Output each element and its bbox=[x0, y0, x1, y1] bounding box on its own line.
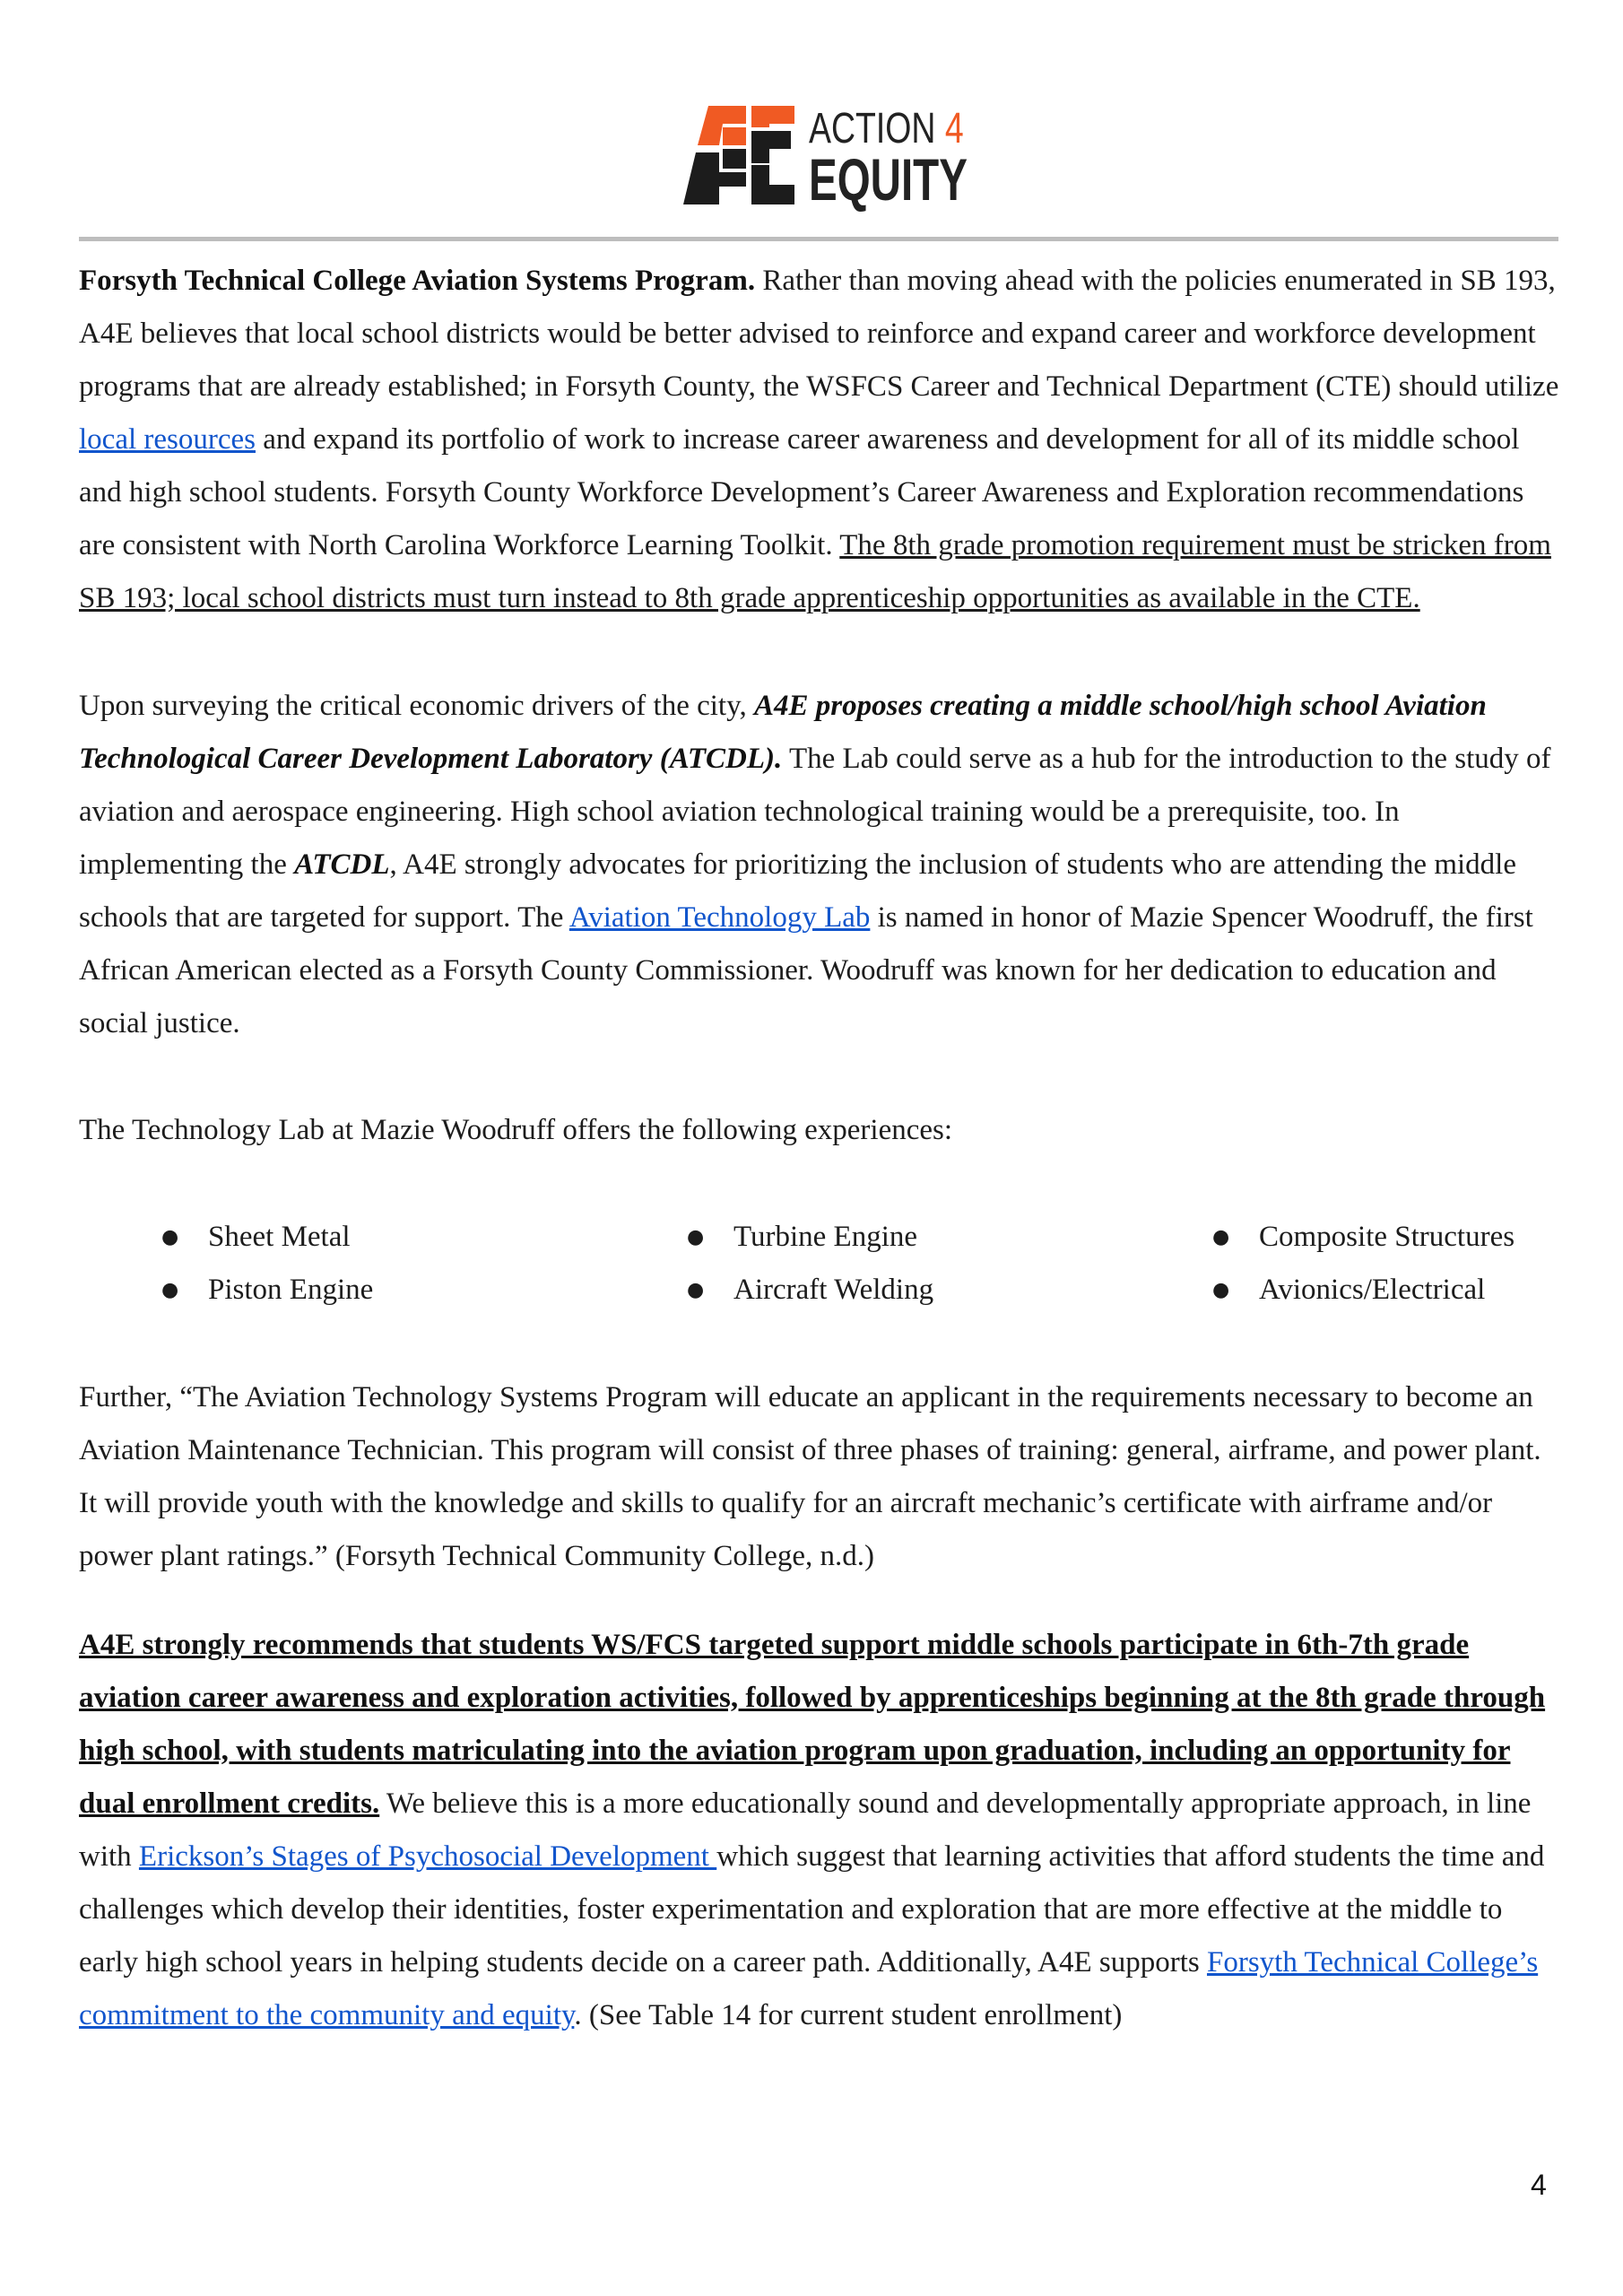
logo-line-1: ACTION 4 bbox=[809, 105, 964, 152]
paragraph-forsyth-tech: Forsyth Technical College Aviation Systems Program. Rather than moving ahead with the policies enumerated in SB 193, A4E believes that local school districts would be better advised to reinforce and expand career and workforce development programs that are already established; in Forsyth County, the WSFCS Career and Technical Department (CTE) should utilize local resources and expand its portfolio of work to increase career awareness and development for all of its middle school and high school students. Forsyth County Workforce Development’s Career Awareness and Exploration recommendations are consistent with North Carolina Workforce Learning Toolkit. The 8th grade promotion requirement must be stricken from SB 193; local school districts must turn instead to 8th grade apprenticeship opportunities as available in the CTE. bbox=[79, 265, 1559, 614]
paragraph-recommendation: A4E strongly recommends that students WS/FCS targeted support middle schools participate in 6th-7th grade aviation career awareness and exploration activities, followed by apprenticeships beginning at the 8th grade through high school, with students matriculating into the aviation program upon graduation, including an opportunity for dual enrollment credits. We believe this is a more educationally sound and developmentally appropriate approach, in line with Erickson’s Stages of Psychosocial Development which suggest that learning activities that afford students the time and challenges which develop their identities, foster experimentation and exploration that are more effective at the middle to early high school years in helping students decide on a career path. Additionally, A4E supports Forsyth Technical College’s commitment to the community and equity. (See Table 14 for current student enrollment) bbox=[79, 1629, 1546, 2031]
header-divider bbox=[79, 237, 1558, 241]
erickson-stages-link[interactable]: Erickson’s Stages of Psychosocial Development bbox=[138, 1840, 717, 1873]
forsyth-tech-commitment-link[interactable]: Forsyth Technical College’s commitment to the community and equity bbox=[79, 1946, 1539, 2031]
aviation-technology-lab-link[interactable]: Aviation Technology Lab bbox=[568, 901, 871, 934]
atcdl-proposal: A4E proposes creating a middle school/high school Aviation Technological Career Development Laboratory (ATCDL). bbox=[79, 690, 1487, 775]
paragraph-experiences-intro: The Technology Lab at Mazie Woodruff offers the following experiences: bbox=[79, 1114, 953, 1146]
paragraph-atcdl: Upon surveying the critical economic drivers of the city, A4E proposes creating a middle school/high school Aviation Technological Career Development Laboratory (ATCDL). The Lab could serve as a hub for the introduction to the study of aviation and aerospace engineering. High school aviation technological training would be a prerequisite, too. In implementing the ATCDL, A4E strongly advocates for prioritizing the inclusion of students who are attending the middle schools that are targeted for support. The Aviation Technology Lab is named in honor of Mazie Spencer Woodruff, the first African American elected as a Forsyth County Commissioner. Woodruff was known for her dedication to education and social justice. bbox=[79, 690, 1551, 1039]
experiences-list bbox=[161, 1211, 1560, 1317]
list-item: ● Sheet Metal bbox=[161, 1211, 687, 1264]
document-body bbox=[79, 255, 1560, 2042]
action-4-equity-logo bbox=[683, 105, 968, 213]
bold-recommendation: A4E strongly recommends that students WS/FCS targeted support middle schools participate in 6th-7th grade aviation career awareness and exploration activities, followed by apprenticeships beginning at the 8th grade through high school, with students matriculating into the aviation program upon graduation, including an opportunity for dual enrollment credits. bbox=[79, 1629, 1546, 1820]
local-resources-link[interactable]: local resources bbox=[79, 423, 256, 456]
list-item: ● Composite Structures bbox=[1212, 1211, 1623, 1264]
paragraph-quote: Further, “The Aviation Technology Systems Program will educate an applicant in the requirements necessary to become an Aviation Maintenance Technician. This program will consist of three phases of training: general, airframe, and power plant. It will provide youth with the knowledge and skills to qualify for an aircraft mechanic’s certificate with airframe and/or power plant ratings.” (Forsyth Technical Community College, n.d.) bbox=[79, 1381, 1541, 1572]
logo-line-2: EQUITY bbox=[809, 146, 968, 213]
list-item: ● Avionics/Electrical bbox=[1212, 1264, 1623, 1317]
list-item: ● Piston Engine bbox=[161, 1264, 687, 1317]
underlined-recommendation: The 8th grade promotion requirement must be stricken from SB 193; local school districts must turn instead to 8th grade apprenticeship opportunities as available in the CTE. bbox=[79, 529, 1551, 614]
list-item: ● Aircraft Welding bbox=[687, 1264, 1212, 1317]
paragraph-lead: Forsyth Technical College Aviation Systems Program. bbox=[79, 265, 756, 297]
list-item: ● Turbine Engine bbox=[687, 1211, 1212, 1264]
a4e-logo-mark-icon bbox=[683, 106, 800, 204]
page-number: 4 bbox=[1531, 2169, 1547, 2201]
